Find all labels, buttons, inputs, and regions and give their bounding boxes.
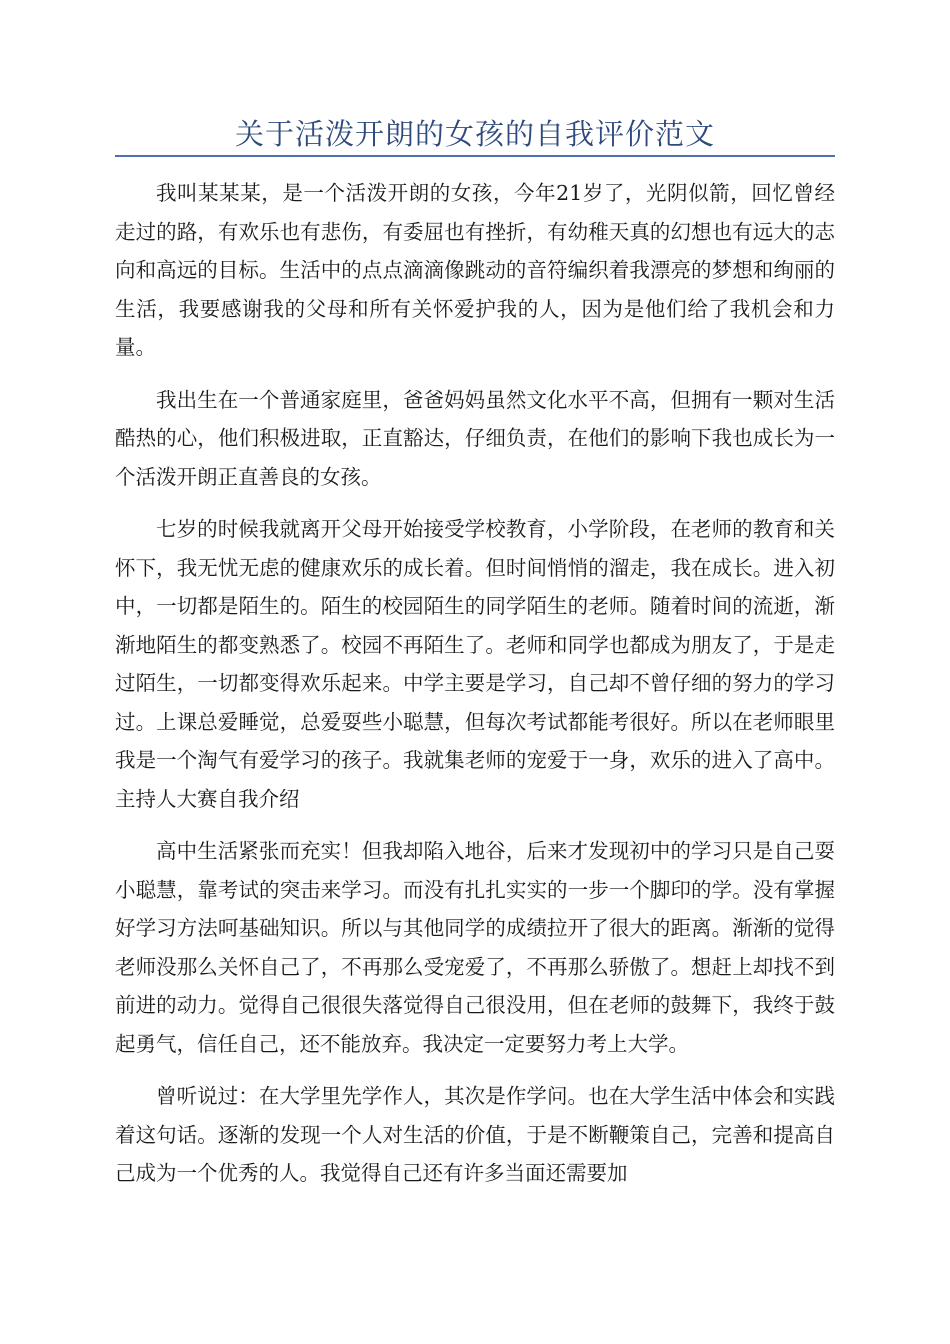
title-underline [115,155,835,157]
paragraph-family: 我出生在一个普通家庭里，爸爸妈妈虽然文化水平不高，但拥有一颗对生活酷热的心，他们积极进取，正直豁达，仔细负责，在他们的影响下我也成长为一个活泼开朗正直善良的女孩。 [115,387,835,489]
paragraph-high-school: 高中生活紧张而充实！但我却陷入地谷，后来才发现初中的学习只是自己耍小聪慧，靠考试的突击来学习。而没有扎扎实实的一步一个脚印的学。没有掌握好学习方法呵基础知识。所以与其他同学的成绩拉开了很大的距离。渐渐的觉得老师没那么关怀自己了，不再那么受宠爱了，不再那么骄傲了。想赶上却找不到前进的动力。觉得自己很很失落觉得自己很没用，但在老师的鼓舞下，我终于鼓起勇气，信任自己，还不能放弃。我决定一定要努力考上大学。 [115,839,835,1056]
document-body [115,174,835,1207]
paragraph-school: 七岁的时候我就离开父母开始接受学校教育，小学阶段，在老师的教育和关怀下，我无忧无虑的健康欢乐的成长着。但时间悄悄的溜走，我在成长。进入初中，一切都是陌生的。陌生的校园陌生的同学陌生的老师。随着时间的流逝，渐渐地陌生的都变熟悉了。校园不再陌生了。老师和同学也都成为朋友了，于是走过陌生，一切都变得欢乐起来。中学主要是学习，自己却不曾仔细的努力的学习过。上课总爱睡觉，总爱耍些小聪慧，但每次考试都能考很好。所以在老师眼里我是一个淘气有爱学习的孩子。我就集老师的宠爱于一身，欢乐的进入了高中。主持人大赛自我介绍 [115,517,835,811]
paragraph-intro: 我叫某某某，是一个活泼开朗的女孩，今年21岁了，光阴似箭，回忆曾经走过的路，有欢乐也有悲伤，有委屈也有挫折，有幼稚天真的幻想也有远大的志向和高远的目标。生活中的点点滴滴像跳动的音符编织着我漂亮的梦想和绚丽的生活，我要感谢我的父母和所有关怀爱护我的人，因为是他们给了我机会和力量。 [115,181,835,359]
document-title: 关于活泼开朗的女孩的自我评价范文 [234,117,715,151]
paragraph-university: 曾听说过：在大学里先学作人，其次是作学问。也在大学生活中体会和实践着这句话。逐渐的发现一个人对生活的价值，于是不断鞭策自己，完善和提高自己成为一个优秀的人。我觉得自己还有许多当面还需要加 [115,1084,835,1185]
